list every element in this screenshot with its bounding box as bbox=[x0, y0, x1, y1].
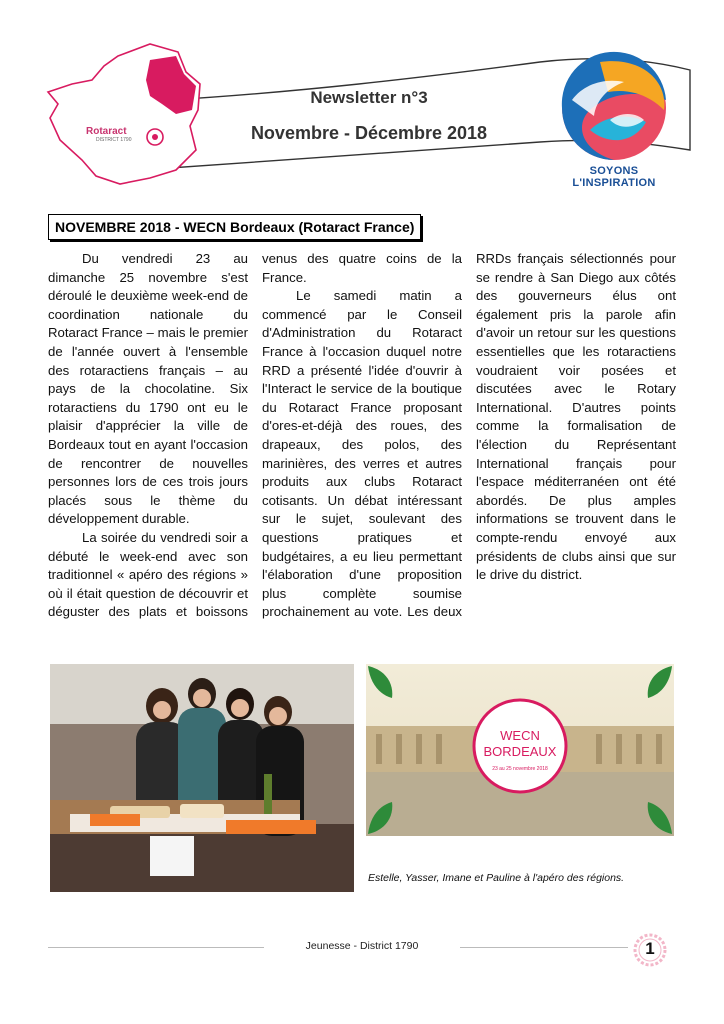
slogan: SOYONS L'INSPIRATION bbox=[572, 165, 656, 189]
photo-illustration bbox=[50, 664, 354, 892]
footer-rule-left bbox=[48, 947, 264, 948]
article-heading: NOVEMBRE 2018 - WECN Bordeaux (Rotaract France) bbox=[48, 214, 421, 240]
footer-rule-right bbox=[460, 947, 628, 948]
page-number-badge bbox=[632, 932, 668, 968]
brand-label: Rotaract bbox=[86, 126, 127, 137]
photo-caption: Estelle, Yasser, Imane et Pauline à l'apéro des régions. bbox=[368, 872, 625, 884]
newsletter-header bbox=[0, 0, 724, 200]
article-body bbox=[48, 250, 676, 640]
rotaract-brand bbox=[86, 126, 131, 143]
banner-dates: 23 au 25 novembre 2018 bbox=[492, 766, 548, 772]
article-paragraph: Le samedi matin a commencé par le Conseil d'Administration du Rotaract France à l'occasion duquel notre RRD a présenté l'idée d'ouvrir à l'Interact le service de la boutique du Rotaract France proposant d'ores-et-déjà des roues, des drapeaux, des polos, des marinières, des verres et autres produits aux clubs Rotaract cotisants. Un débat intéressant sur le sujet, soulevant des questions pratiques et budgétaires, a eu lieu permettant l'élaboration d'une proposition plus complète soumise prochainement au vote. Les deux RRDs français sélectionnés pour se rendre à San Diego aux côtés des gouverneurs élus ont également pris la parole afin d'avoir un retour sur les questions essentielles que les rotaractiens voudraient voir posées et discutées avec le Rotary International. D'autres points comme la formalisation de l'élection du Représentant International français pour l'espace méditerranéen ont été abordés. De plus amples informations se trouvent dans le compte-rendu envoyé aux présidents de clubs ainsi que sur le drive du district. bbox=[262, 251, 676, 620]
banner-illustration bbox=[366, 664, 674, 836]
group-photo bbox=[50, 664, 354, 892]
district-label: DISTRICT 1790 bbox=[96, 137, 132, 143]
banner-line2: BORDEAUX bbox=[483, 744, 557, 759]
newsletter-title: Newsletter n°3 bbox=[310, 88, 428, 107]
wecn-bordeaux-banner bbox=[366, 664, 674, 836]
banner-line1: WECN bbox=[500, 728, 540, 743]
newsletter-period: Novembre - Décembre 2018 bbox=[250, 123, 488, 143]
footer-text: Jeunesse - District 1790 bbox=[305, 940, 419, 952]
article-paragraph: Du vendredi 23 au dimanche 25 novembre s'est déroulé le deuxième week-end de coordination nationale du Rotaract France – mais le premier de l'année ouvert à l'ensemble des rotaractiens français – au pays de la chocolatine. Six rotaractiens du 1790 ont eu le plaisir d'apprécier la ville de Bordeaux tout en ayant l'occasion de rencontrer de nouvelles personnes lors de ces trois jours placés sous le thème du développement durable. bbox=[48, 251, 248, 527]
rotary-swirl-logo bbox=[562, 52, 666, 160]
article-paragraph: La soirée du vendredi soir a débuté le week-end avec son traditionnel « apéro des régions » où il était question de découvrir et déguster des plats et boissons venus des quatre coins de la France. bbox=[48, 251, 462, 620]
page-number: 1 bbox=[645, 939, 655, 958]
